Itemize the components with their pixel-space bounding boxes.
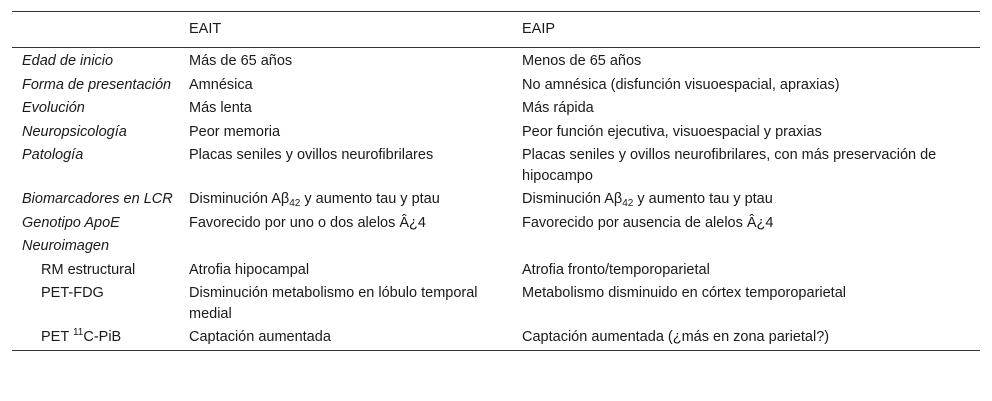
cell-eaip: Metabolismo disminuido en córtex temporoparietal [522, 285, 846, 301]
row-label [12, 326, 179, 350]
table-row [12, 48, 980, 74]
cell-text: PET [41, 329, 73, 345]
table-row [12, 121, 980, 145]
cell-eait: Favorecido por uno o dos alelos Â¿4 [189, 214, 426, 231]
row-label: Patología [22, 147, 84, 163]
superscript: 11 [72, 327, 84, 338]
cell-text: y aumento tau y ptau [300, 191, 440, 207]
comparison-table-container [12, 11, 980, 351]
subscript: 42 [289, 198, 301, 209]
row-label: Biomarcadores en LCR [22, 191, 173, 207]
table-row [12, 144, 980, 188]
cell-eaip [512, 188, 980, 212]
header-eaip: EAIP [522, 21, 556, 37]
cell-eait: Más de 65 años [189, 53, 293, 69]
table-row [12, 282, 980, 326]
cell-eaip: Placas seniles y ovillos neurofibrilares, con más preservación de hipocampo [522, 147, 937, 184]
comparison-table [12, 11, 980, 351]
cell-text: y aumento tau y ptau [633, 191, 773, 207]
cell-eait [179, 235, 512, 259]
cell-eaip: Peor función ejecutiva, visuoespacial y praxias [522, 123, 822, 140]
cell-eaip: Atrofia fronto/temporoparietal [522, 261, 710, 278]
cell-eaip [512, 235, 980, 259]
row-label: RM estructural [41, 261, 136, 278]
cell-text: Disminución Aβ [522, 191, 623, 207]
table-row [12, 188, 980, 212]
cell-eait [179, 188, 512, 212]
row-label: Evolución [22, 100, 85, 116]
table-row [12, 326, 980, 350]
cell-eait: Captación aumentada [189, 329, 331, 345]
cell-eaip: No amnésica (disfunción visuoespacial, apraxias) [522, 76, 840, 93]
cell-eait: Peor memoria [189, 123, 281, 140]
cell-eaip: Favorecido por ausencia de alelos Â¿4 [522, 214, 774, 231]
row-label: PET-FDG [41, 285, 104, 301]
cell-eaip: Más rápida [522, 100, 594, 116]
cell-eait: Amnésica [189, 76, 253, 93]
cell-eaip: Menos de 65 años [522, 53, 642, 69]
cell-text: Disminución Aβ [189, 191, 290, 207]
header-empty [12, 12, 179, 48]
cell-eaip: Captación aumentada (¿más en zona parietal?) [522, 329, 830, 345]
table-row [12, 235, 980, 259]
cell-text: C-PiB [83, 329, 122, 345]
row-label: Neuroimagen [22, 238, 110, 254]
row-label: Edad de inicio [22, 53, 114, 69]
row-label: Neuropsicología [22, 123, 127, 140]
row-label: Forma de presentación [22, 76, 172, 93]
table-row [12, 97, 980, 121]
cell-eait: Placas seniles y ovillos neurofibrilares [189, 147, 434, 163]
table-header-row [12, 12, 980, 48]
table-row [12, 259, 980, 283]
cell-eait: Disminución metabolismo en lóbulo temporal medial [189, 285, 478, 322]
cell-eait: Atrofia hipocampal [189, 261, 310, 278]
subscript: 42 [622, 198, 634, 209]
table-row [12, 74, 980, 98]
cell-eait: Más lenta [189, 100, 252, 116]
header-eait: EAIT [189, 21, 222, 37]
row-label: Genotipo ApoE [22, 214, 120, 231]
table-row [12, 212, 980, 236]
